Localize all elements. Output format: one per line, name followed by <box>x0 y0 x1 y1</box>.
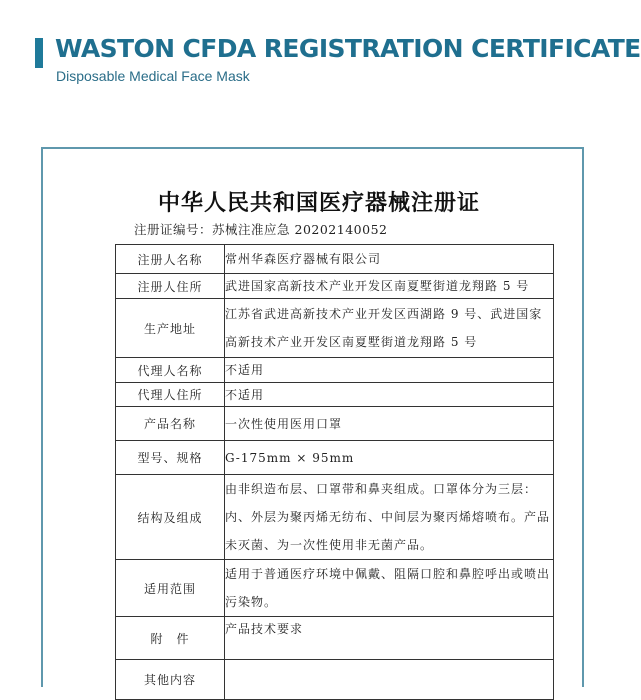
row-value: 江苏省武进高新技术产业开发区西湖路 9 号、武进国家高新技术产业开发区南夏墅街道龙翔路 5 号 <box>225 299 554 358</box>
row-value: 不适用 <box>225 383 554 407</box>
row-value: G-175mm × 95mm <box>225 441 554 475</box>
row-value: 由非织造布层、口罩带和鼻夹组成。口罩体分为三层：内、外层为聚丙烯无纺布、中间层为聚丙烯熔喷布。产品未灭菌、为一次性使用非无菌产品。 <box>225 475 554 560</box>
table-row <box>116 617 554 660</box>
table-row <box>116 358 554 383</box>
page-title: WASTON CFDA REGISTRATION CERTIFICATE <box>55 34 641 63</box>
row-label: 代理人名称 <box>116 358 225 383</box>
row-value: 常州华森医疗器械有限公司 <box>225 245 554 274</box>
row-value: 一次性使用医用口罩 <box>225 407 554 441</box>
row-label: 附 件 <box>116 617 225 660</box>
registration-number-value: 苏械注准应急 20202140052 <box>212 222 388 237</box>
table-row <box>116 560 554 617</box>
row-label: 代理人住所 <box>116 383 225 407</box>
row-value: 武进国家高新技术产业开发区南夏墅街道龙翔路 5 号 <box>225 274 554 299</box>
certificate-table <box>115 244 554 700</box>
table-row <box>116 441 554 475</box>
registration-number-label: 注册证编号： <box>134 222 213 237</box>
certificate-title: 中华人民共和国医疗器械注册证 <box>157 190 480 216</box>
table-row <box>116 245 554 274</box>
row-label: 型号、规格 <box>116 441 225 475</box>
registration-number <box>134 220 387 238</box>
header-accent-bar <box>35 38 43 68</box>
row-value: 不适用 <box>225 358 554 383</box>
row-label: 注册人住所 <box>116 274 225 299</box>
row-value: 产品技术要求 <box>225 617 554 660</box>
table-row <box>116 660 554 700</box>
row-value <box>225 660 554 700</box>
row-label: 产品名称 <box>116 407 225 441</box>
row-label: 其他内容 <box>116 660 225 700</box>
table-row <box>116 383 554 407</box>
row-label: 生产地址 <box>116 299 225 358</box>
table-row <box>116 299 554 358</box>
row-label: 注册人名称 <box>116 245 225 274</box>
row-label: 结构及组成 <box>116 475 225 560</box>
row-label: 适用范围 <box>116 560 225 617</box>
row-value: 适用于普通医疗环境中佩戴、阻隔口腔和鼻腔呼出或喷出污染物。 <box>225 560 554 617</box>
table-row <box>116 407 554 441</box>
table-row <box>116 274 554 299</box>
table-row <box>116 475 554 560</box>
page-subtitle: Disposable Medical Face Mask <box>56 68 250 84</box>
